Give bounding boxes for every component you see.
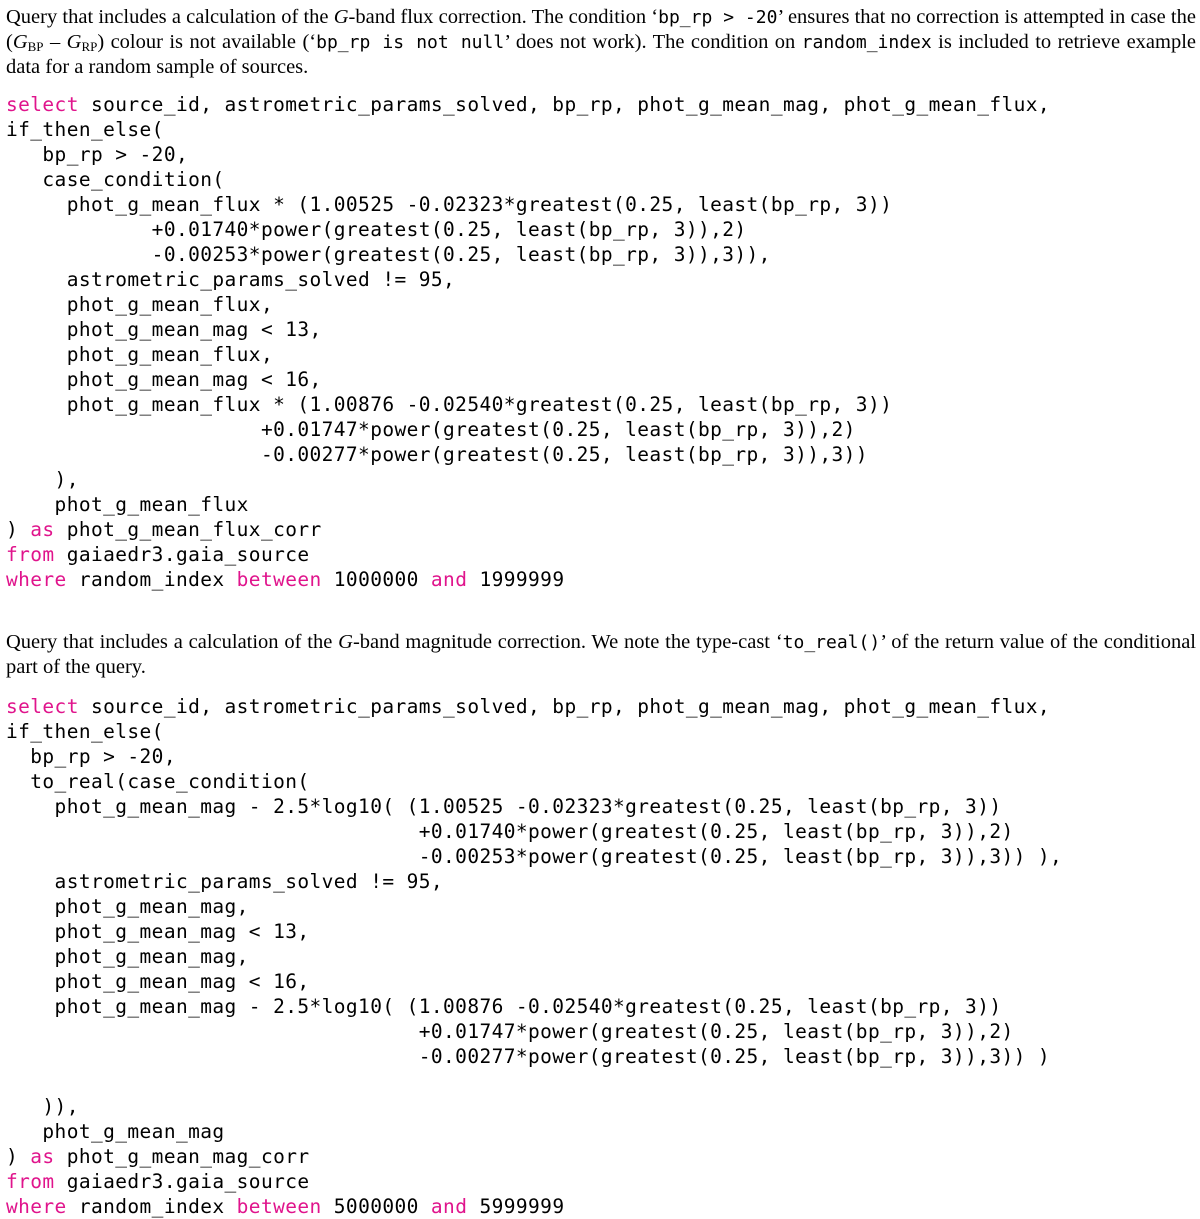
code-text: phot_g_mean_flux_corr: [54, 518, 322, 541]
sql-keyword: as: [30, 1145, 55, 1168]
para1-text-3: ’ ensures that no correction is attempted in case the (: [6, 6, 1196, 53]
para1-text-1: Query that includes a calculation of the: [6, 6, 334, 28]
code-text: phot_g_mean_mag,: [6, 895, 249, 918]
code-text: 5999999: [467, 1195, 565, 1218]
code-line: [6, 217, 1050, 242]
sql-keyword: select: [6, 695, 79, 718]
code-text: phot_g_mean_mag,: [6, 945, 249, 968]
sql-keyword: between: [236, 1195, 322, 1218]
code-line: [6, 342, 1050, 367]
para2-g-symbol: G: [338, 631, 353, 653]
code-text: ): [6, 1145, 31, 1168]
code-text: bp_rp > -20,: [6, 745, 176, 768]
code-line: [6, 317, 1050, 342]
sql-keyword: between: [236, 568, 322, 591]
code-text: phot_g_mean_mag < 16,: [6, 970, 310, 993]
code-text: phot_g_mean_flux * (1.00876 -0.02540*greatest(0.25, least(bp_rp, 3)): [6, 393, 893, 416]
code-line: [6, 192, 1050, 217]
code-text: phot_g_mean_mag - 2.5*log10( (1.00876 -0.02540*greatest(0.25, least(bp_rp, 3)): [6, 995, 1002, 1018]
sql-keyword: from: [6, 543, 55, 566]
code-line: [6, 142, 1050, 167]
code-text: astrometric_params_solved != 95,: [6, 870, 444, 893]
code-text: phot_g_mean_mag - 2.5*log10( (1.00525 -0.02323*greatest(0.25, least(bp_rp, 3)): [6, 795, 1002, 818]
code-line: [6, 1069, 1062, 1094]
code-text: +0.01740*power(greatest(0.25, least(bp_rp, 3)),2): [6, 820, 1014, 843]
code-text: source_id, astrometric_params_solved, bp_rp, phot_g_mean_mag, phot_g_mean_flux,: [78, 695, 1051, 718]
para1-gbp-subscript: BP: [27, 39, 44, 54]
code-line: [6, 542, 1050, 567]
code-text: if_then_else(: [6, 118, 164, 141]
code-line: [6, 417, 1050, 442]
code-text: phot_g_mean_flux,: [6, 293, 274, 316]
code-text: phot_g_mean_mag < 13,: [6, 318, 322, 341]
code-text: -0.00277*power(greatest(0.25, least(bp_rp, 3)),3)): [6, 443, 868, 466]
code-line: [6, 567, 1050, 592]
code-text: +0.01747*power(greatest(0.25, least(bp_rp, 3)),2): [6, 418, 856, 441]
code-block-magnitude-query: [6, 694, 1062, 1219]
code-text: to_real(case_condition(: [6, 770, 310, 793]
sql-keyword: and: [430, 568, 468, 591]
code-line: [6, 919, 1062, 944]
code-line: [6, 944, 1062, 969]
code-text: +0.01747*power(greatest(0.25, least(bp_rp, 3)),2): [6, 1020, 1014, 1043]
code-text: 1000000: [321, 568, 431, 591]
code-line: [6, 1119, 1062, 1144]
para2-text-1: Query that includes a calculation of the: [6, 631, 339, 653]
para2-code-to-real: to_real(): [782, 632, 881, 653]
para1-text-5: ’ does not work). The condition on: [504, 31, 802, 53]
para1-code-not-null: bp_rp is not null: [316, 32, 505, 53]
code-text: gaiaedr3.gaia_source: [54, 1170, 310, 1193]
sql-keyword: select: [6, 93, 79, 116]
code-line: [6, 442, 1050, 467]
code-text: gaiaedr3.gaia_source: [54, 543, 310, 566]
code-text: phot_g_mean_mag < 16,: [6, 368, 322, 391]
code-text: astrometric_params_solved != 95,: [6, 268, 456, 291]
code-text: -0.00253*power(greatest(0.25, least(bp_rp, 3)),3)),: [6, 243, 771, 266]
code-line: [6, 894, 1062, 919]
para1-gbp-symbol: G: [12, 31, 28, 53]
code-text: phot_g_mean_flux: [6, 493, 249, 516]
code-block-flux-query: [6, 92, 1050, 592]
code-line: [6, 1044, 1062, 1069]
code-text: -0.00253*power(greatest(0.25, least(bp_rp, 3)),3)) ),: [6, 845, 1063, 868]
code-line: [6, 1094, 1062, 1119]
code-line: [6, 1169, 1062, 1194]
para1-minus: –: [43, 31, 67, 53]
code-line: [6, 794, 1062, 819]
code-text: random_index: [66, 568, 237, 591]
code-line: [6, 242, 1050, 267]
code-line: [6, 267, 1050, 292]
para1-code-random-index: random_index: [801, 32, 932, 53]
paragraph-magnitude-correction: [6, 630, 1196, 680]
para1-code-condition: bp_rp > -20: [658, 7, 778, 28]
code-line: [6, 994, 1062, 1019]
code-text: if_then_else(: [6, 720, 164, 743]
code-line: [6, 367, 1050, 392]
code-line: [6, 694, 1062, 719]
code-text: source_id, astrometric_params_solved, bp_rp, phot_g_mean_mag, phot_g_mean_flux,: [78, 93, 1051, 116]
code-text: phot_g_mean_flux,: [6, 343, 274, 366]
code-line: [6, 1194, 1062, 1219]
sql-keyword: from: [6, 1170, 55, 1193]
code-line: [6, 769, 1062, 794]
code-line: [6, 844, 1062, 869]
para1-grp-symbol: G: [66, 31, 82, 53]
sql-keyword: as: [30, 518, 55, 541]
code-line: [6, 744, 1062, 769]
code-line: [6, 167, 1050, 192]
code-text: 5000000: [321, 1195, 431, 1218]
code-text: ): [6, 518, 31, 541]
para1-g-symbol: G: [333, 6, 349, 28]
sql-keyword: and: [430, 1195, 468, 1218]
code-line: [6, 517, 1050, 542]
code-text: )),: [6, 1095, 79, 1118]
code-line: [6, 92, 1050, 117]
code-line: [6, 117, 1050, 142]
code-line: [6, 467, 1050, 492]
code-line: [6, 969, 1062, 994]
para2-text-2: -band magnitude correction. We note the type-cast ‘: [352, 631, 783, 653]
para1-text-4: ) colour is not available (‘: [97, 31, 317, 53]
para2-text-3: ’ of the return value of the conditional part of the query.: [6, 631, 1196, 678]
code-line: [6, 719, 1062, 744]
code-line: [6, 869, 1062, 894]
code-text: +0.01740*power(greatest(0.25, least(bp_rp, 3)),2): [6, 218, 747, 241]
code-text: bp_rp > -20,: [6, 143, 189, 166]
code-text: -0.00277*power(greatest(0.25, least(bp_rp, 3)),3)) ): [6, 1045, 1051, 1068]
para1-text-2: -band flux correction. The condition ‘: [348, 6, 659, 28]
code-text: phot_g_mean_mag < 13,: [6, 920, 310, 943]
code-line: [6, 292, 1050, 317]
code-text: phot_g_mean_mag_corr: [54, 1145, 310, 1168]
code-text: ),: [6, 468, 79, 491]
code-line: [6, 392, 1050, 417]
para1-text-6: is included to retrieve example data for a random sample of sources.: [6, 31, 1197, 78]
paragraph-flux-correction: [6, 5, 1196, 80]
code-text: case_condition(: [6, 168, 225, 191]
code-text: 1999999: [467, 568, 565, 591]
para1-grp-subscript: RP: [81, 39, 98, 54]
code-text: phot_g_mean_mag: [6, 1120, 225, 1143]
code-text: phot_g_mean_flux * (1.00525 -0.02323*greatest(0.25, least(bp_rp, 3)): [6, 193, 893, 216]
code-line: [6, 1019, 1062, 1044]
sql-keyword: where: [6, 568, 67, 591]
code-line: [6, 492, 1050, 517]
sql-keyword: where: [6, 1195, 67, 1218]
code-text: random_index: [66, 1195, 237, 1218]
code-line: [6, 819, 1062, 844]
code-line: [6, 1144, 1062, 1169]
